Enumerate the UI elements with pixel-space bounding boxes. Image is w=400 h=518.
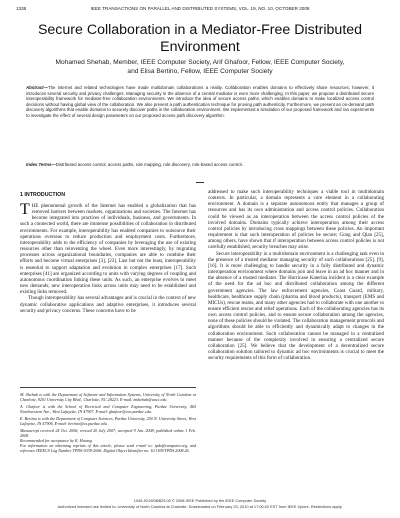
footnote-reprints: For information on obtaining reprints of this article, please send e-mail to: tpds@computer.org, and reference IEEECS Log Number TPDS-0339-2006. Digital Object Identifier no. 10.1109/TPDS.2008.26. [20, 443, 196, 454]
footnote-affiliation-3: E. Bertino is with the Department of Computer Sciences, Purdue University, 250 N. University Street, West Lafayette, IN 47906. E-mail: bertino@cs.purdue.edu. [20, 416, 196, 427]
right-column [208, 189, 384, 361]
abstract-text: The internet and related technologies have made multidomain collaborations a reality. Collaboration enables domains to effectively share resources; however, it introduces several security and privacy challenges. Managing security in the absence of a central mediator is even more challenging. In this paper, we propose a distributed secure interoperability framework for mediator-free collaboration environments. We introduce the idea of secure access paths, which enables domains to make localized access control decisions without having global view of the collaboration. We also present a path authentication technique for proving path authenticity. Furthermore, we present an on-demand path discovery algorithms that enable domains to securely discover paths in the collaboration environment. We implemented a simulation of our proposed framework and ran experiments to investigate the effect of several design parameters on our proposed access path discovery algorithm. [26, 85, 374, 118]
section-divider [196, 182, 204, 183]
right-paragraph-1: addressed to make such interoperability techniques a viable tool in multidomain contexts. In particular, a domain represents a core element in a collaborating environment. A domain is a separate autonomous entity that manages a group of resources and has its own administration and access control policies. Collaboration could be viewed as an interoperation between the access control policies of the involved domains. Domains typically achieve interoperation among their access control policies by introducing cross mappings between these policies. An important requirement is that such interoperation of policies be secure; Gong and Qian [25], among others, have shown that if interoperation between access control policies is not carefully established, security breaches may arise. [208, 189, 384, 251]
section-heading: 1 INTRODUCTION [20, 192, 66, 198]
author-line-1: Mohamed Shehab, Member, IEEE Computer Society, Arif Ghafoor, Fellow, IEEE Computer Society, [55, 59, 345, 66]
footnote-recommended: Recommended for acceptance by K. Hwang. [20, 438, 93, 444]
page-footer [20, 498, 380, 509]
intro-paragraph-2: Though interoperability has several advantages and is crucial in the context of new dynamic collaborative applications and adaptive enterprises, it introduces several security and privacy concerns. These concerns have to be [20, 295, 196, 314]
abstract [26, 85, 374, 118]
index-terms-text: Distributed access control, access paths, role mapping, role discovery, role-based access control. [55, 162, 243, 167]
intro-paragraph-1-text: HE phenomenal growth of the Internet has enabled a globalization that has removed barriers between markets, organizations and societies. The Internet has become integrated into practices of individuals, business, and governments. In such a connected world, there are immense possibilities of collaboration in distributed environments. For example, interoperability has enabled companies to outsource their operations overseas to reduce production and employment costs. Furthermore, interoperability adds to the efficiency of companies by leveraging the use of existing resources other than reinventing the wheel. Even more interestingly, by migrating processes across organizational boundaries, companies are able to combine their efforts and become virtual enterprises [3], [23]. Last but not the least, interoperability is essential to support adaptation and evolution in complex enterprises [17]. Such enterprises [41] are organized according to units with varying degrees of coupling and autonomous coordination linking these units. As such, an enterprise evolves to meet new demands; new interoperation links across units may need to be established and existing links removed. [20, 203, 196, 296]
journal-name: IEEE TRANSACTIONS ON PARALLEL AND DISTRIBUTED SYSTEMS, VOL. 19, NO. 10, OCTOBER 2008 [90, 6, 310, 11]
license-line: Authorized licensed use limited to: University of North Carolina at Charlotte. Downloaded on February 23, 2010 at 17:00:02 EST from IEEE Xplore. Restrictions apply. [57, 504, 343, 509]
footnote-manuscript: Manuscript received 24 Oct. 2006; revised 20 July 2007; accepted 9 Jan. 2008; published online 1 Feb. 2008. [20, 428, 196, 439]
index-terms-label: Index Terms— [26, 162, 56, 167]
running-head [16, 6, 384, 14]
index-terms [26, 162, 374, 168]
author-list [20, 58, 380, 76]
right-paragraph-2: Secure interoperability in a multidomain environment is a challenging task even in the presence of a trusted mediator managing security of such collaborations [25], [9], [16]. It is more challenging to handle security in a fully distributed and dynamic interoperation environment where domains join and leave in an ad hoc manner and in the absence of a trusted mediator. The Hurricane Katerina incident is a clear example of the need for the ad hoc and distributed collaboration among the different government agencies. The law enforcement agencies, Coast Guard, military, healthcare, healthcare supply chain (pharma and blood products), transport (EMS and MICUs), rescue teams, and many other agencies had to collaborate with one another to ensure efficient rescue and relief operations. Each of the collaborating agencies has its own access control policies, and to ensure secure collaboration among the agencies, none of these policies should be violated. The collaboration management protocols and algorithms should be able to efficiently and dynamically adapt to changes in the collaboration environment. Such collaboration cannot be managed in a centralized manner because of the complexity involved in ensuring a centralized secure collaboration [25]. We believe that the development of a decentralized secure collaboration solution tailored to dynamic ad hoc environments is crucial to meet the security requirements of this form of collaboration. [208, 250, 384, 362]
page-number: 1338 [16, 6, 27, 11]
footnote-affiliation-1: M. Shehab is with the Department of Software and Information Systems, University of North Carolina at Charlotte, 9201 University City Blvd., Charlotte, NC 28223. E-mail: mshehab@uncc.edu. [20, 392, 196, 403]
paper-title: Secure Collaboration in a Mediator-Free Distributed Environment [37, 22, 363, 55]
drop-cap: T [20, 201, 30, 218]
footnote-affiliation-2: A. Ghafoor is with the School of Electrical and Computer Engineering, Purdue University, 465 Northwestern Ave., West Lafayette, IN 47907. E-mail: ghafoor@ecn.purdue.edu. [20, 404, 196, 415]
footnotes [20, 387, 196, 454]
abstract-label: Abstract— [26, 85, 48, 90]
intro-paragraph-1 [20, 203, 196, 295]
publication-line: 1045-9219/08/$25.00 © 2008 IEEE Published by the IEEE Computer Society [133, 498, 267, 503]
left-column [20, 190, 196, 314]
author-line-2: and Elisa Bertino, Fellow, IEEE Computer Society [127, 68, 273, 75]
